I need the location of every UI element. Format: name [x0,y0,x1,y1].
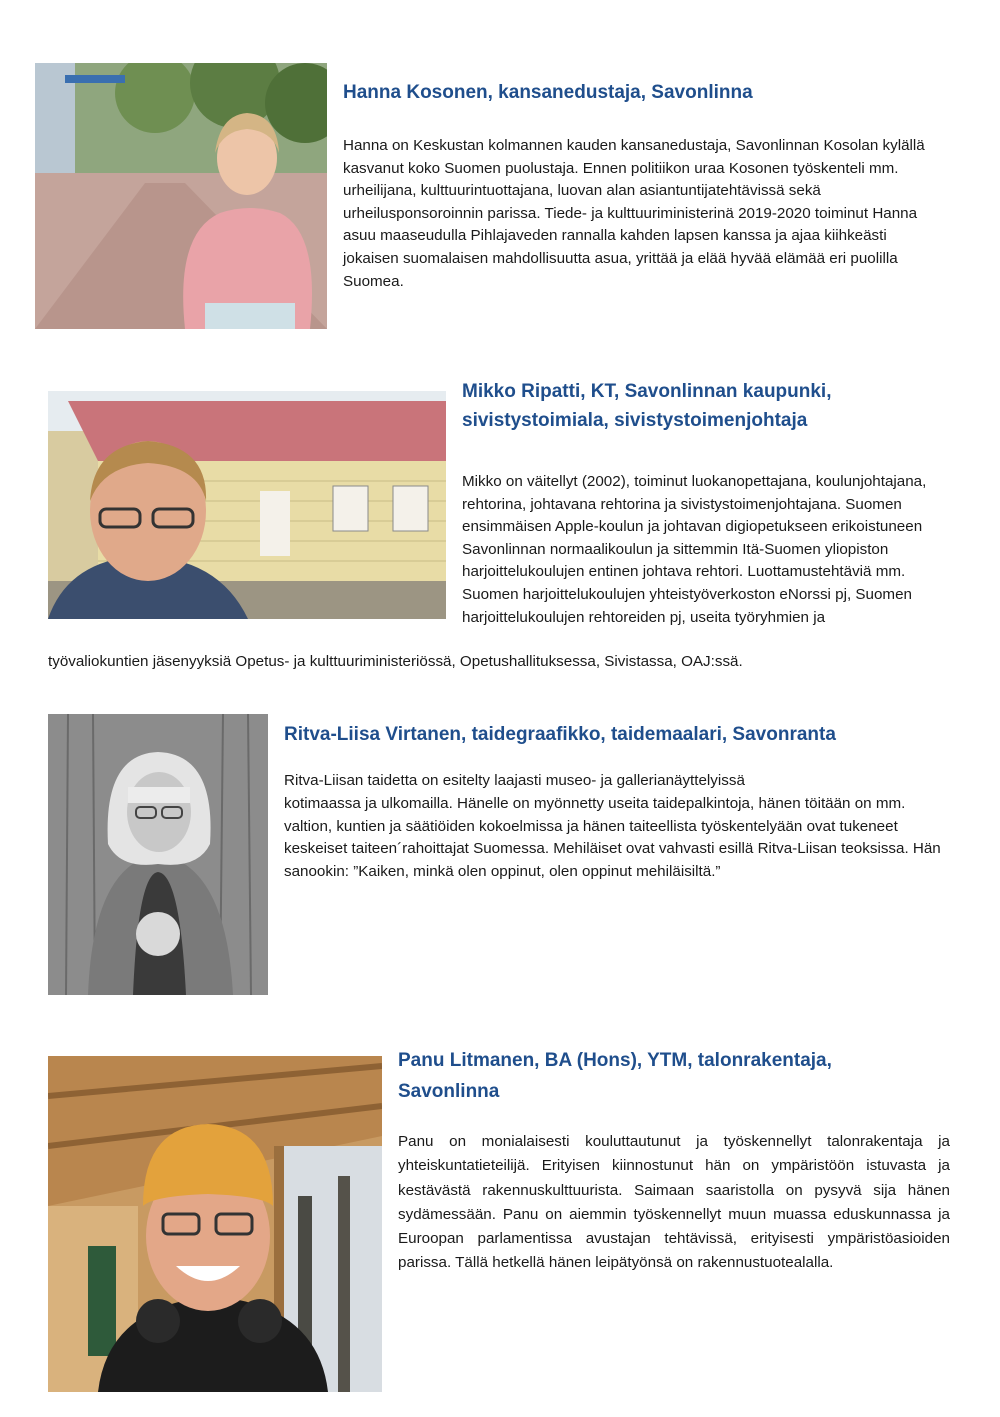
profile-bio-first-line: Ritva-Liisan taidetta on esitelty laajasti museo- ja gallerianäyttelyissä [284,772,745,789]
profile-name: Ritva-Liisa Virtanen, taidegraafikko, taidemaalari, Savonranta [284,724,836,745]
profile-bio: Mikko on väitellyt (2002), toiminut luokanopettajana, koulunjohtajana, rehtorina, johtavana rehtorina ja sivistystoimenjohtajana. Suomen ensimmäisen Apple-koulun ja johtavan digiopetukseen erikoistuneen Savonlinnan normaalikoulun ja sittemmin Itä-Suomen yliopiston harjoittelukoulujen entinen johtava rehtori. Luottamustehtäviä mm. Suomen harjoittelukoulujen yhteistyöverkoston eNorssi pj, Suomen harjoittelukoulujen rehtoreiden pj, useita työryhmien ja [462,473,927,626]
portrait-photo-icon [48,714,268,995]
profile-name: Hanna Kosonen, kansanedustaja, Savonlinna [343,82,753,103]
profile-bio-continuation: työvaliokuntien jäsenyyksiä Opetus- ja kulttuuriministeriössä, Opetushallituksessa, Sivistassa, OAJ:ssä. [48,653,743,670]
profile-name-line2: sivistystoimiala, sivistystoimenjohtaja [462,410,808,431]
portrait-photo-icon [48,1056,382,1392]
portrait-photo-icon [48,391,446,619]
portrait-photo-icon [35,63,327,329]
profile-name-line1: Panu Litmanen, BA (Hons), YTM, talonrakentaja, [398,1050,832,1071]
profile-name-line2: Savonlinna [398,1081,500,1102]
profile-bio: kotimaassa ja ulkomailla. Hänelle on myönnetty useita taidepalkintoja, hänen töitään on mm. valtion, kuntien ja säätiöiden kokoelmissa ja hänen taiteellista työskentelyään ovat tukeneet keskeiset taiteen´rahoittajat Suomessa. Mehiläiset ovat vahvasti esillä Ritva-Liisan teoksissa. Hän sanookin: ”Kaiken, minkä olen oppinut, olen oppinut mehiläisiltä.” [284,795,941,880]
hanna-kosonen-photo [35,63,327,329]
profile-bio: Hanna on Keskustan kolmannen kauden kansanedustaja, Savonlinnan Kosolan kylällä kasvanut koko Suomen puolustaja. Ennen politiikon uraa Kosonen työskenteli mm. urheilijana, kulttuurintuottajana, luovan alan asiantuntijatehtävissä sekä urheilusponsoroinnin parissa. Tiede- ja kulttuuriministerinä 2019-2020 toiminut Hanna asuu maaseudulla Pihlajaveden rannalla kahden lapsen kanssa ja ajaa kiihkeästi jokaisen suomalaisen mahdollisuutta asua, yrittää ja elää hyvää elämää eri puolilla Suomea. [343,137,925,290]
ritva-liisa-virtanen-photo [48,714,268,995]
profile-name-line1: Mikko Ripatti, KT, Savonlinnan kaupunki, [462,381,832,402]
mikko-ripatti-photo [48,391,446,619]
panu-litmanen-photo [48,1056,382,1392]
profile-bio: Panu on monialaisesti kouluttautunut ja työskennellyt talonrakentaja ja yhteiskuntatieteilijä. Erityisen kiinnostunut hän on ympäristöön istuvasta ja kestävästä rakennuskulttuurista. Saimaan saaristolla on pysyvä sija hänen sydämessään. Panu on aiemmin työskennellyt muun muassa eduskunnassa ja Euroopan parlamentissa avustajan tehtävissä, erityisesti ympäristöasioiden parissa. Tällä hetkellä hänen leipätyönsä on rakennustuotealalla. [398,1133,950,1272]
